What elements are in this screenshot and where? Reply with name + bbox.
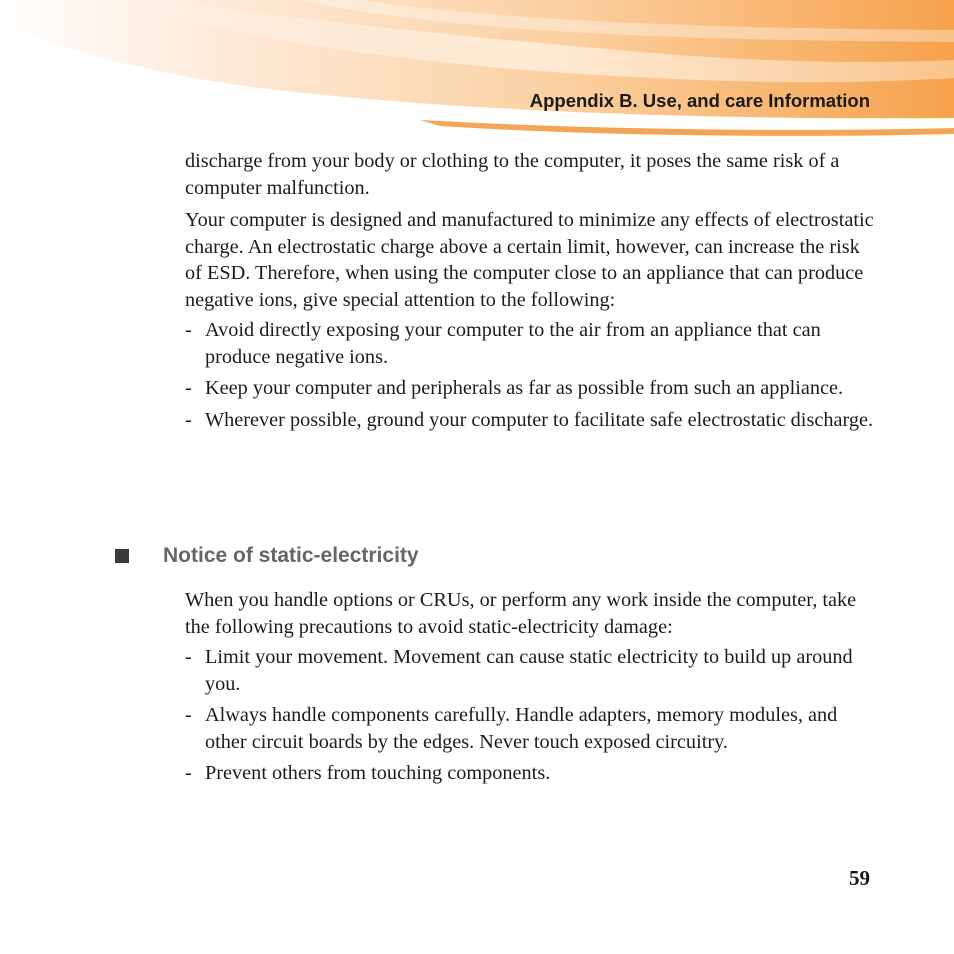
list-item (185, 760, 875, 787)
list-item-text: Always handle components carefully. Handle adapters, memory modules, and other circuit boards by the edges. Never touch exposed circuitry. (205, 704, 838, 753)
list-item (185, 375, 875, 402)
bullet-dash: - (185, 408, 192, 431)
bullet-dash: - (185, 762, 192, 784)
list-item (185, 644, 875, 697)
section-title: Notice of static-electricity (163, 544, 419, 567)
paragraph: When you handle options or CRUs, or perform any work inside the computer, take the following precautions to avoid static-electricity damage: (185, 589, 857, 638)
list-item (185, 317, 875, 370)
page-number: 59 (849, 866, 870, 890)
body-block-2 (185, 587, 875, 787)
bullet-dash: - (185, 704, 192, 726)
list-item-text: Keep your computer and peripherals as far as possible from such an appliance. (205, 377, 844, 399)
square-bullet-icon (115, 549, 129, 563)
section-heading (115, 543, 419, 569)
list-item-text: Wherever possible, ground your computer to facilitate safe electrostatic discharge. (205, 408, 874, 431)
list-item-text: Avoid directly exposing your computer to the air from an appliance that can produce negative ions. (205, 319, 821, 368)
paragraph: discharge from your body or clothing to the computer, it poses the same risk of a computer malfunction. (185, 150, 840, 199)
list-item (185, 702, 875, 755)
list-item-text: Prevent others from touching components. (205, 762, 551, 784)
body-block-1 (185, 148, 875, 433)
list-item-text: Limit your movement. Movement can cause static electricity to build up around you. (205, 646, 853, 695)
bullet-dash: - (185, 319, 192, 341)
list-item (185, 407, 875, 434)
header-title: Appendix B. Use, and care Information (529, 90, 870, 111)
bullet-dash: - (185, 377, 192, 399)
paragraph: Your computer is designed and manufactured to minimize any effects of electrostatic charge. An electrostatic charge above a certain limit, however, can increase the risk of ESD. Therefore, when using the computer close to an appliance that can produce negative ions, give special attention to the following: (185, 209, 874, 311)
bullet-dash: - (185, 646, 192, 668)
header-decoration (0, 0, 954, 140)
